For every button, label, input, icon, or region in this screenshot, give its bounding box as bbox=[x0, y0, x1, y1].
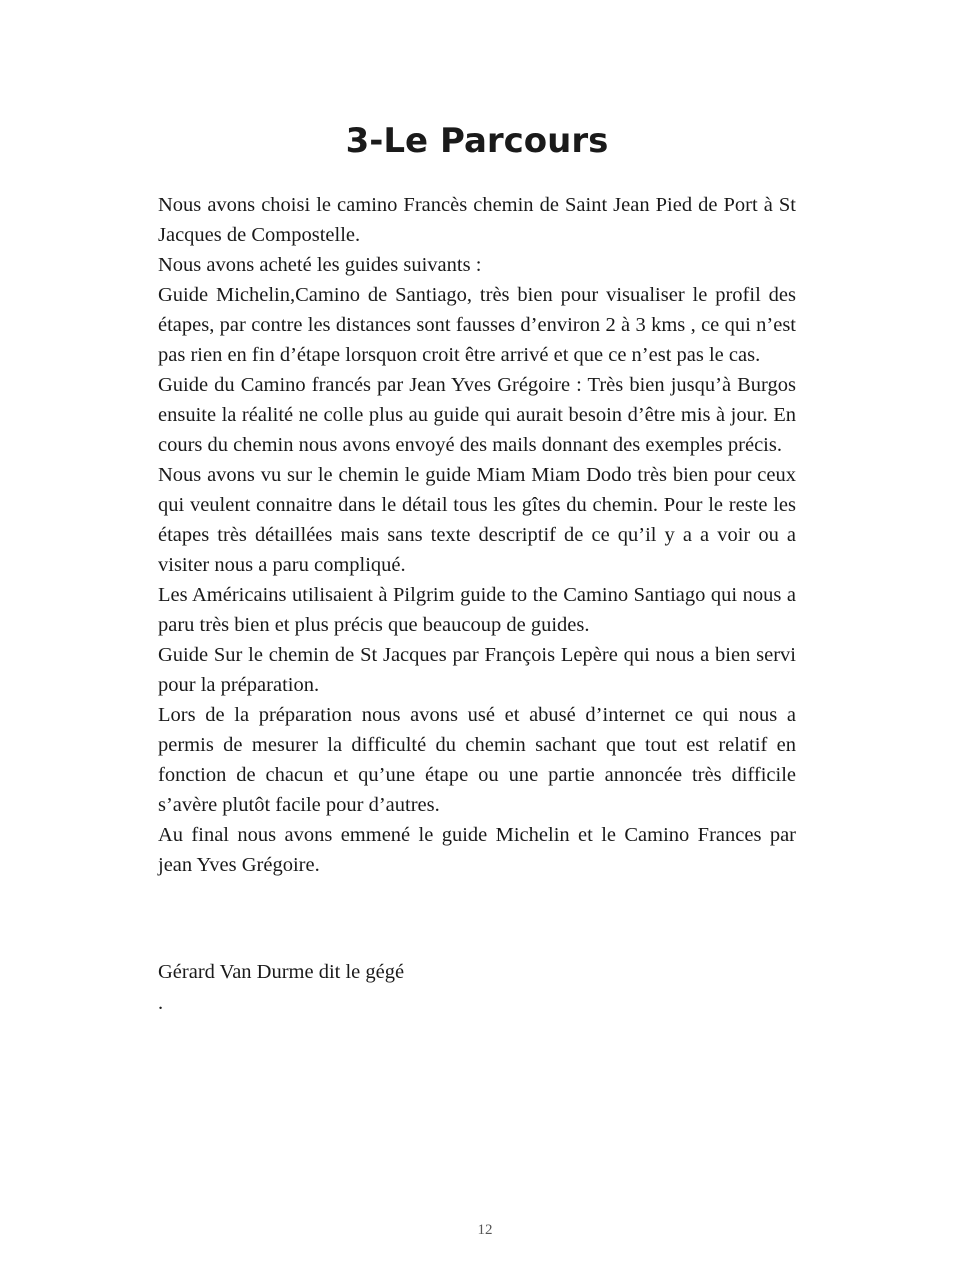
paragraph: Guide du Camino francés par Jean Yves Grégoire : Très bien jusqu’à Burgos ensuite la réalité ne colle plus au guide qui aurait besoin d’être mis à jour. En cours du chemin nous avons envoyé des mails donnant des exemples précis. bbox=[158, 374, 796, 456]
paragraph: Au final nous avons emmené le guide Michelin et le Camino Frances par jean Yves Grégoire. bbox=[158, 824, 796, 876]
paragraph: Nous avons choisi le camino Francès chemin de Saint Jean Pied de Port à St Jacques de Compostelle. bbox=[158, 194, 796, 246]
page-title: 3-Le Parcours bbox=[345, 121, 609, 161]
signature: Gérard Van Durme dit le gégé bbox=[158, 961, 405, 983]
body-text bbox=[158, 190, 796, 880]
paragraph: Nous avons vu sur le chemin le guide Miam Miam Dodo très bien pour ceux qui veulent connaitre dans le détail tous les gîtes du chemin. Pour le reste les étapes très détaillées mais sans texte descriptif de ce qu’il y a a voir ou a visiter nous a paru compliqué. bbox=[158, 464, 796, 576]
page-number: 12 bbox=[477, 1222, 493, 1238]
paragraph: Les Américains utilisaient à Pilgrim guide to the Camino Santiago qui nous a paru très bien et plus précis que beaucoup de guides. bbox=[158, 584, 796, 636]
paragraph: Guide Sur le chemin de St Jacques par François Lepère qui nous a bien servi pour la préparation. bbox=[158, 644, 796, 696]
paragraph: Guide Michelin,Camino de Santiago, très bien pour visualiser le profil des étapes, par contre les distances sont fausses d’environ 2 à 3 kms , ce qui n’est pas rien en fin d’étape lorsquon croit être arrivé et que ce n’est pas le cas. bbox=[158, 284, 796, 366]
paragraph: Nous avons acheté les guides suivants : bbox=[158, 254, 482, 276]
paragraph: Lors de la préparation nous avons usé et abusé d’internet ce qui nous a permis de mesurer la difficulté du chemin sachant que tout est relatif en fonction de chacun et qu’une étape ou une partie annoncée très difficile s’avère plutôt facile pour d’autres. bbox=[158, 704, 796, 816]
trailing-mark: . bbox=[158, 992, 164, 1014]
